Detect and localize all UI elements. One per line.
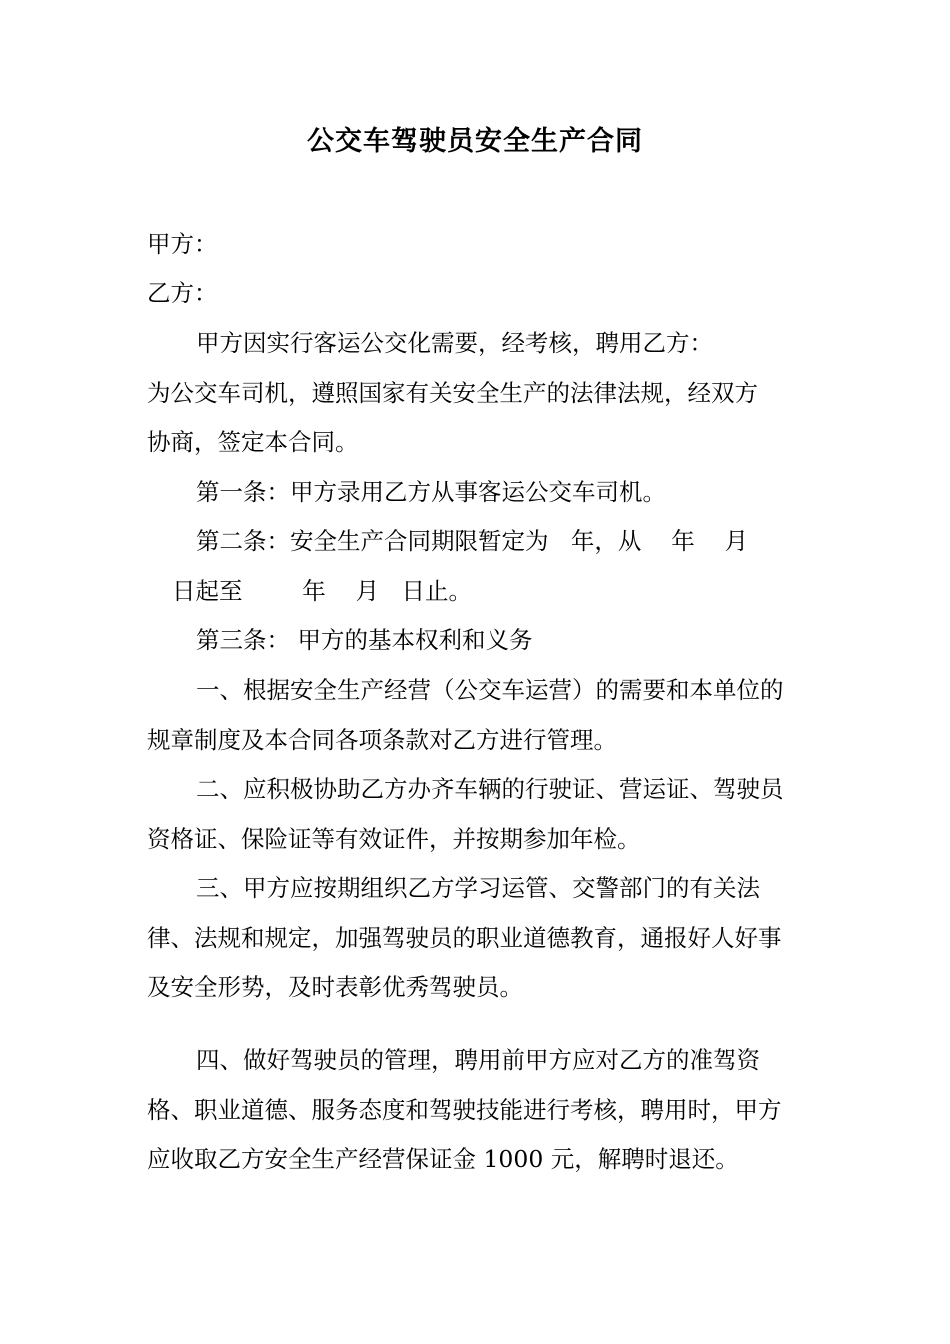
clause-3-line-3: 及安全形势，及时表彰优秀驾驶员。 bbox=[147, 973, 523, 1001]
intro-line-2: 为公交车司机，遵照国家有关安全生产的法律法规，经双方 bbox=[147, 379, 758, 407]
intro-line-3: 协商，签定本合同。 bbox=[147, 428, 359, 456]
intro-line-1: 甲方因实行客运公交化需要，经考核，聘用乙方： bbox=[196, 329, 713, 357]
article-2-line-2: 日起至 年 月 日止。 bbox=[172, 577, 473, 605]
clause-4-line-1: 四、做好驾驶员的管理，聘用前甲方应对乙方的准驾资 bbox=[196, 1046, 760, 1074]
article-3-heading: 第三条： 甲方的基本权利和义务 bbox=[196, 626, 533, 654]
clause-1-line-1: 一、根据安全生产经营（公交车运营）的需要和本单位的 bbox=[196, 676, 784, 704]
article-1: 第一条：甲方录用乙方从事客运公交车司机。 bbox=[196, 478, 666, 506]
clause-1-line-2: 规章制度及本合同各项条款对乙方进行管理。 bbox=[147, 726, 617, 754]
clause-2-line-2: 资格证、保险证等有效证件，并按期参加年检。 bbox=[147, 825, 641, 853]
article-2-line-1: 第二条：安全生产合同期限暂定为 年，从 年 月 bbox=[196, 527, 749, 555]
document-title: 公交车驾驶员安全生产合同 bbox=[307, 126, 643, 157]
clause-4-line-3: 应收取乙方安全生产经营保证金 1000 元，解聘时退还。 bbox=[147, 1145, 739, 1173]
party-b-line: 乙方： bbox=[147, 279, 218, 307]
clause-3-line-1: 三、甲方应按期组织乙方学习运管、交警部门的有关法 bbox=[196, 874, 760, 902]
clause-2-line-1: 二、应积极协助乙方办齐车辆的行驶证、营运证、驾驶员 bbox=[196, 775, 784, 803]
party-a-line: 甲方： bbox=[147, 230, 218, 258]
clause-3-line-2: 律、法规和规定，加强驾驶员的职业道德教育，通报好人好事 bbox=[147, 924, 782, 952]
clause-4-line-2: 格、职业道德、服务态度和驾驶技能进行考核，聘用时，甲方 bbox=[147, 1096, 782, 1124]
